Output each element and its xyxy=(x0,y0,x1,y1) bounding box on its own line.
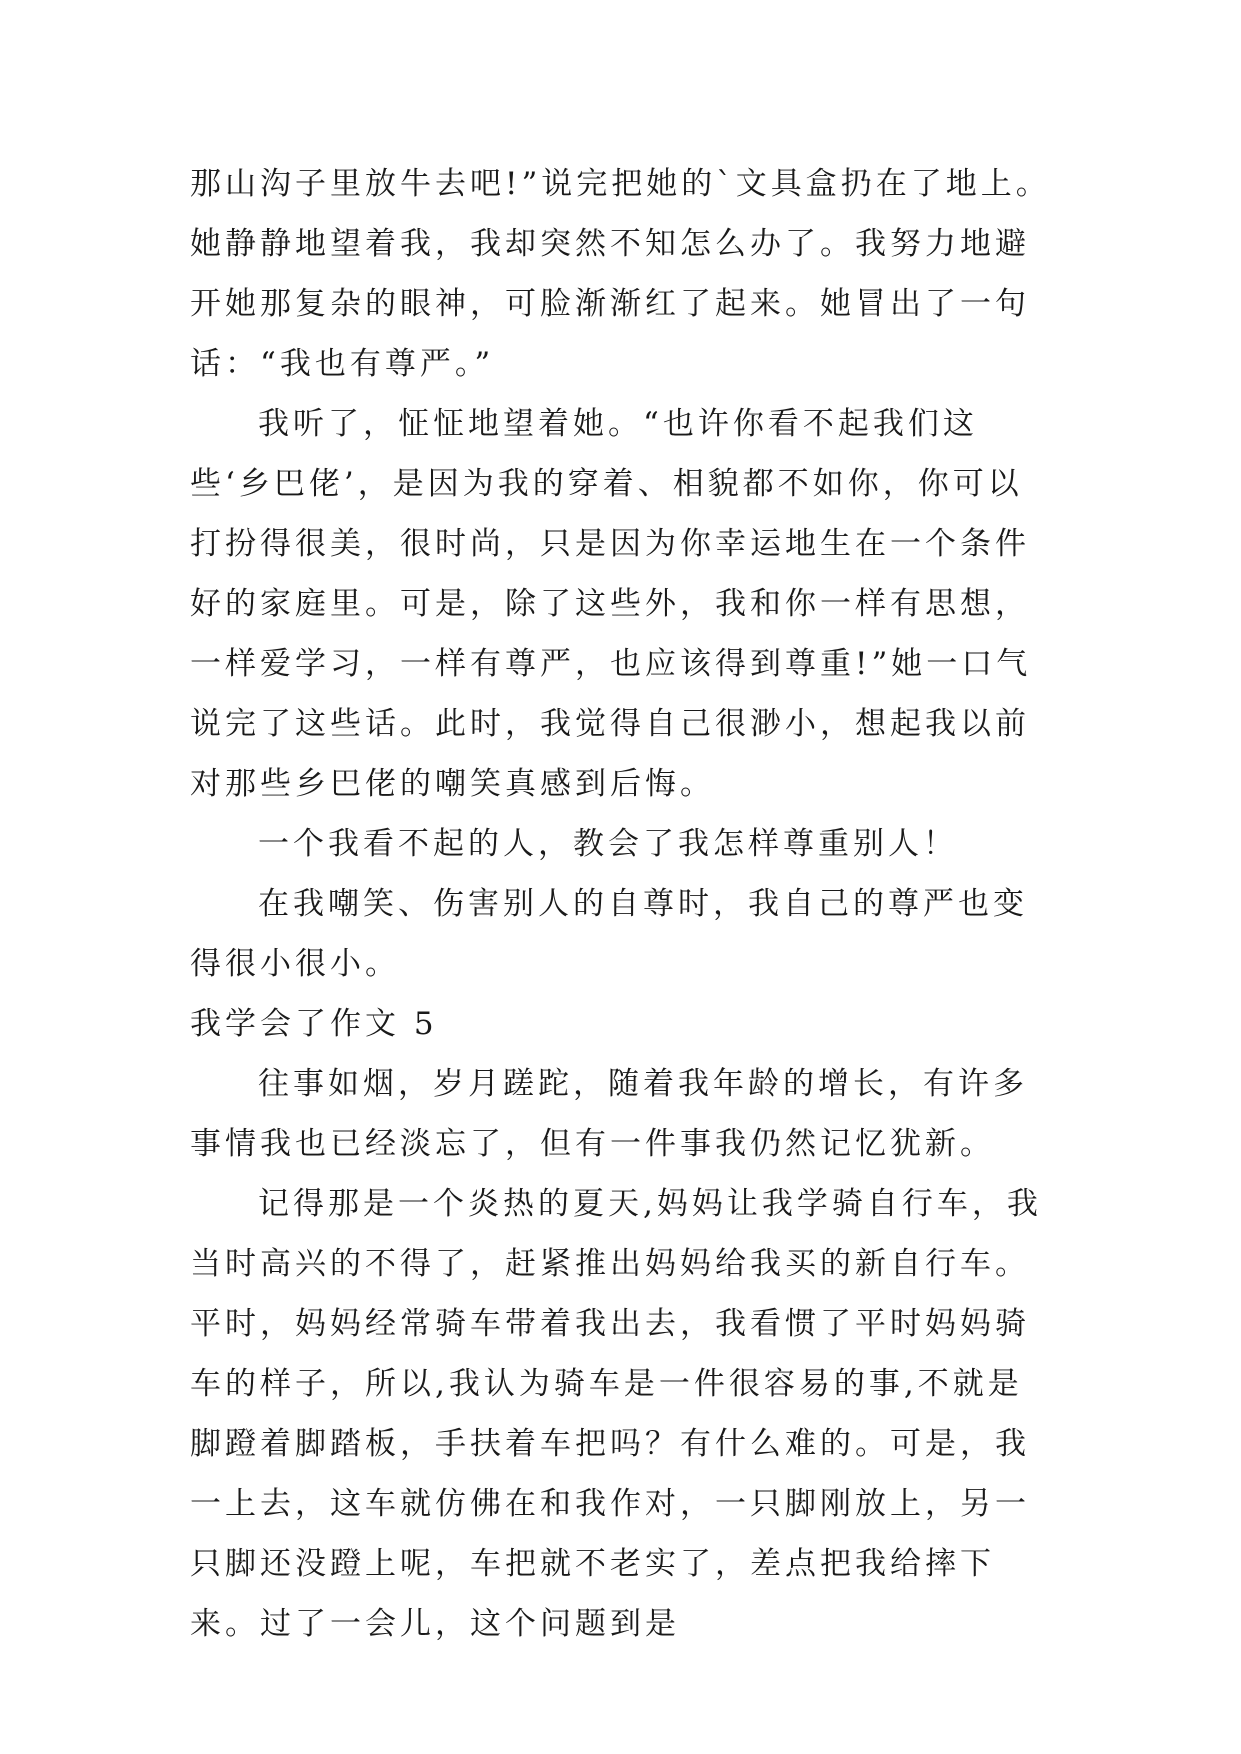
document-body xyxy=(190,154,1052,1654)
paragraph-6: 记得那是一个炎热的夏天,妈妈让我学骑自行车，我当时高兴的不得了，赶紧推出妈妈给我买的新自行车。平时，妈妈经常骑车带着我出去，我看惯了平时妈妈骑车的样子，所以,我认为骑车是一件很容易的事,不就是脚蹬着脚踏板，手扶着车把吗？有什么难的。可是，我一上去，这车就仿佛在和我作对，一只脚刚放上，另一只脚还没蹬上呢，车把就不老实了，差点把我给摔下来。过了一会儿，这个问题到是 xyxy=(190,1186,1042,1642)
paragraph-3: 一个我看不起的人，教会了我怎样尊重别人！ xyxy=(258,826,958,862)
paragraph-2: 我听了，怔怔地望着她。“也许你看不起我们这些‘乡巴佬’，是因为我的穿着、相貌都不如你，你可以打扮得很美，很时尚，只是因为你幸运地生在一个条件好的家庭里。可是，除了这些外，我和你一样有思想，一样爱学习，一样有尊严，也应该得到尊重!”她一口气说完了这些话。此时，我觉得自己很渺小，想起我以前对那些乡巴佬的嘲笑真感到后悔。 xyxy=(190,406,1032,802)
section-heading: 我学会了作文 5 xyxy=(190,1006,438,1042)
paragraph-4: 在我嘲笑、伤害别人的自尊时，我自己的尊严也变得很小很小。 xyxy=(190,886,1028,982)
paragraph-5: 往事如烟，岁月蹉跎，随着我年龄的增长，有许多事情我也已经淡忘了，但有一件事我仍然记忆犹新。 xyxy=(190,1066,1028,1162)
paragraph-1: 那山沟子里放牛去吧!”说完把她的`文具盒扔在了地上。她静静地望着我，我却突然不知怎么办了。我努力地避开她那复杂的眼神，可脸渐渐红了起来。她冒出了一句话：“我也有尊严。” xyxy=(190,166,1051,382)
